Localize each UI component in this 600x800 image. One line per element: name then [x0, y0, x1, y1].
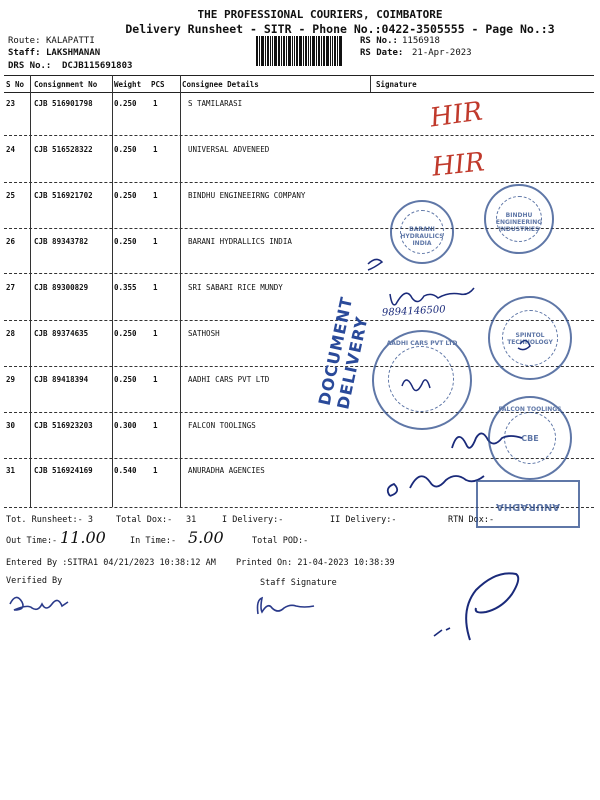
- row-consignment: CJB 89300829: [34, 283, 89, 292]
- rs-date-label: RS Date:: [360, 48, 404, 58]
- stamp-barani: BARANI HYDRAULICS INDIA: [390, 200, 454, 264]
- company-title: THE PROFESSIONAL COURIERS, COIMBATORE: [197, 8, 443, 21]
- row-sno: 28: [6, 329, 16, 338]
- row-consignee: SRI SABARI RICE MUNDY: [188, 283, 283, 292]
- tick-mark: [434, 628, 450, 636]
- row-consignee: FALCON TOOLINGS: [188, 421, 256, 430]
- total-runsheet: Tot. Runsheet:- 3: [6, 515, 93, 525]
- sig-row27: [390, 288, 474, 305]
- row-sno: 26: [6, 237, 16, 246]
- row-weight: 0.355: [114, 283, 137, 292]
- row-consignment: CJB 89343782: [34, 237, 89, 246]
- col-header-weight: Weight: [114, 80, 142, 89]
- stamp-aadhi: AADHI CARS PVT LTD: [372, 330, 472, 430]
- row-consignment: CJB 516528322: [34, 145, 93, 154]
- staff-label: Staff:: [8, 48, 41, 58]
- row-pcs: 1: [153, 466, 158, 475]
- row-consignment: CJB 516921702: [34, 191, 93, 200]
- col-header-signature: Signature: [376, 80, 417, 89]
- ii-delivery-label: II Delivery:-: [330, 515, 397, 525]
- verified-by-label: Verified By: [6, 576, 63, 586]
- total-dox-label: Total Dox:-: [116, 515, 173, 525]
- row-pcs: 1: [153, 237, 158, 246]
- stamp-falcon: FALCON TOOLINGS CBE: [488, 396, 572, 480]
- row-sno: 27: [6, 283, 16, 292]
- row-consignment: CJB 89374635: [34, 329, 89, 338]
- rs-no-value: 1156918: [402, 36, 440, 46]
- row-weight: 0.250: [114, 99, 137, 108]
- stamp-anuradha: ANURADHA: [476, 480, 580, 528]
- rs-date-value: 21-Apr-2023: [412, 48, 472, 58]
- total-pod-label: Total POD:-: [252, 536, 309, 546]
- route-value: KALAPATTI: [46, 36, 95, 46]
- staff-signature-label: Staff Signature: [260, 578, 337, 588]
- sig-row31: [388, 476, 484, 496]
- rtn-dox-label: RTN Dox:-: [448, 515, 495, 525]
- document-delivery-stamp: DOCUMENT DELIVERY: [314, 294, 372, 411]
- row-consignee: S TAMILARASI: [188, 99, 243, 108]
- row-consignee: BINDHU ENGINEEIRNG COMPANY: [188, 191, 306, 200]
- row-consignment: CJB 516923203: [34, 421, 93, 430]
- row-pcs: 1: [153, 375, 158, 384]
- row-pcs: 1: [153, 283, 158, 292]
- row-weight: 0.250: [114, 375, 137, 384]
- col-header-pcs: PCS: [151, 80, 165, 89]
- row-pcs: 1: [153, 191, 158, 200]
- verified-signature: [10, 597, 68, 610]
- total-dox-value: 31: [186, 515, 197, 525]
- col-header-consignment: Consignment No: [34, 80, 98, 89]
- hir-mark: HIR: [430, 147, 486, 183]
- row-sno: 31: [6, 466, 16, 475]
- row-sno: 29: [6, 375, 16, 384]
- staff-sign: [258, 598, 315, 614]
- rs-no-label: RS No.:: [360, 36, 398, 46]
- stamp-spintol: SPINTOL TECHNOLOGY: [488, 296, 572, 380]
- row-weight: 0.250: [114, 145, 137, 154]
- row-consignment: CJB 516901798: [34, 99, 93, 108]
- printed-on: Printed On: 21-04-2023 10:38:39: [236, 558, 395, 568]
- large-swirl: [466, 573, 518, 640]
- row-consignee: SATHOSH: [188, 329, 220, 338]
- runsheet-subtitle: Delivery Runsheet - SITR - Phone No.:0422-3505555 - Page No.:3: [125, 22, 555, 36]
- row-weight: 0.300: [114, 421, 137, 430]
- row-sno: 30: [6, 421, 16, 430]
- row-weight: 0.250: [114, 191, 137, 200]
- col-header-sno: S No: [6, 80, 25, 89]
- row-pcs: 1: [153, 145, 158, 154]
- row-weight: 0.250: [114, 237, 137, 246]
- route-label: Route:: [8, 36, 41, 46]
- row-weight: 0.540: [114, 466, 137, 475]
- row-sno: 23: [6, 99, 16, 108]
- row-consignment: CJB 516924169: [34, 466, 93, 475]
- in-time-label: In Time:-: [130, 536, 177, 546]
- out-time-value: 11.00: [60, 528, 106, 547]
- row-consignee: BARANI HYDRALLICS INDIA: [188, 237, 292, 246]
- drs-label: DRS No.:: [8, 61, 52, 71]
- row-consignee: UNIVERSAL ADVENEED: [188, 145, 270, 154]
- row-pcs: 1: [153, 329, 158, 338]
- row-weight: 0.250: [114, 329, 137, 338]
- i-delivery-label: I Delivery:-: [222, 515, 284, 525]
- row-consignment: CJB 89418394: [34, 375, 89, 384]
- drs-value: DCJB115691803: [62, 61, 133, 71]
- staff-value: LAKSHMANAN: [46, 48, 101, 58]
- col-header-consignee: Consignee Details: [182, 80, 259, 89]
- row-pcs: 1: [153, 99, 158, 108]
- in-time-value: 5.00: [188, 528, 224, 547]
- handwritten-phone: 9894146500: [381, 304, 446, 319]
- stamp-bindhu: BINDHU ENGINEERING INDUSTRIES: [484, 184, 554, 254]
- out-time-label: Out Time:-: [6, 536, 58, 546]
- hir-mark: HIR: [428, 96, 485, 134]
- row-sno: 24: [6, 145, 16, 154]
- row-consignee: ANURADHA AGENCIES: [188, 466, 265, 475]
- entered-by: Entered By :SITRA1 04/21/2023 10:38:12 AM: [6, 558, 216, 568]
- row-sno: 25: [6, 191, 16, 200]
- row-consignee: AADHI CARS PVT LTD: [188, 375, 270, 384]
- row-pcs: 1: [153, 421, 158, 430]
